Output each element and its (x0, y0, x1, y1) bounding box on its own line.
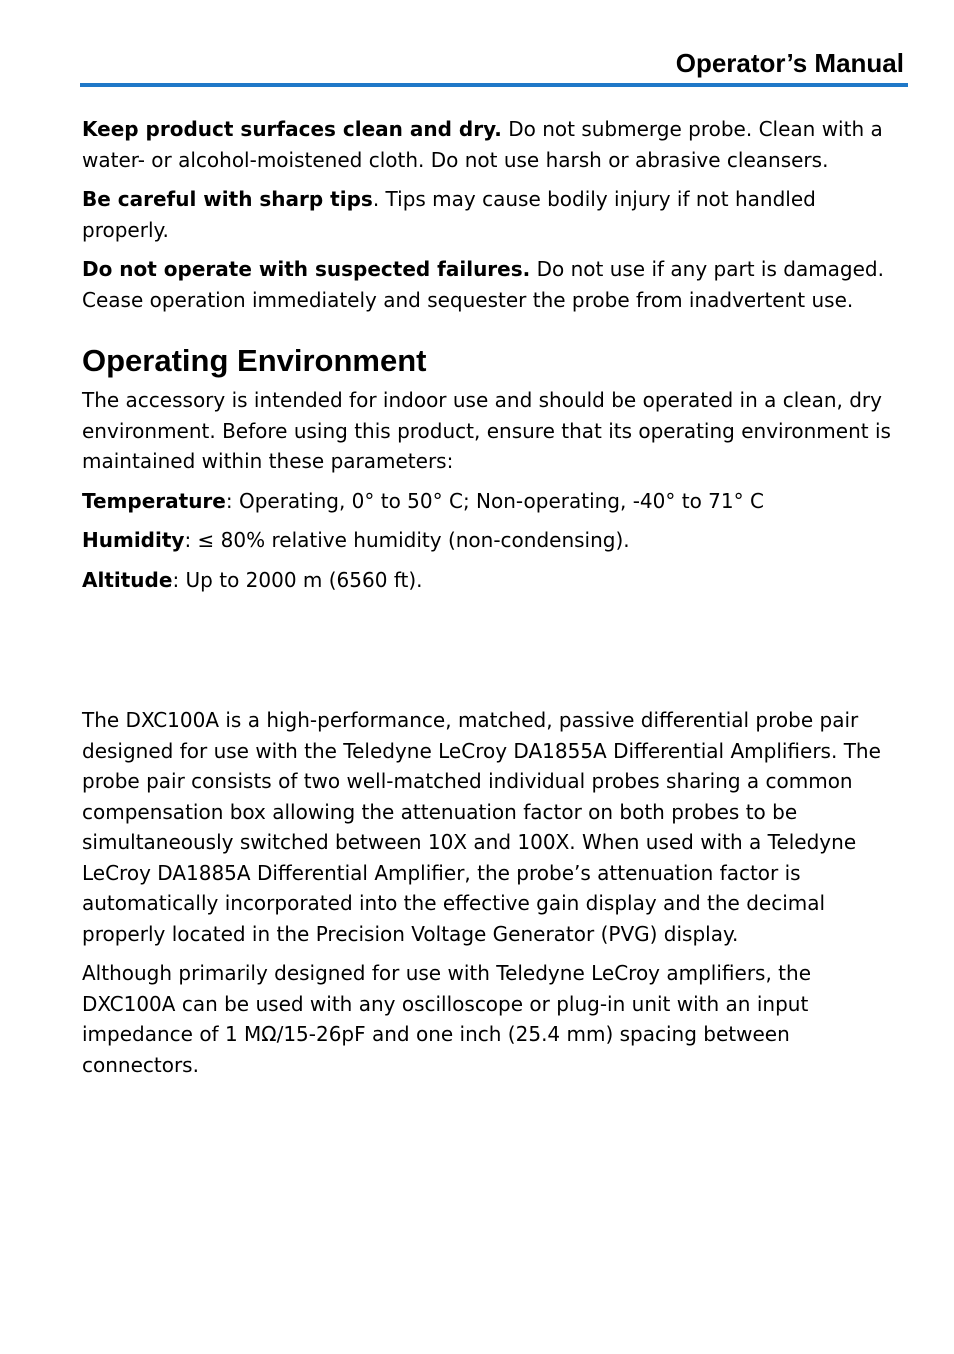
safety-item-sharp-tips (82, 184, 908, 245)
spec-temperature (82, 486, 908, 517)
safety-item-clean (82, 114, 908, 175)
header-title: Operator’s Manual (675, 48, 904, 78)
header-rule (80, 83, 908, 87)
spec-altitude (82, 565, 908, 596)
environment-intro: The accessory is intended for indoor use and should be operated in a clean, dry environment. Before using this product, ensure that its operating environment is maintained within these parameters: (82, 388, 891, 473)
safety-item-label: Keep product surfaces clean and dry. (82, 117, 502, 141)
section-gap (82, 604, 908, 705)
spec-value: : Operating, 0° to 50° C; Non-operating, -40° to 71° C (225, 488, 764, 513)
safety-item-failures (82, 254, 908, 315)
description-paragraph: Although primarily designed for use with Teledyne LeCroy amplifiers, the DXC100A can be used with any oscilloscope or plug-in unit with an input impedance of 1 MΩ/15-26pF and one inch (25.4 mm) spacing between connectors. (82, 961, 812, 1077)
page-content (82, 114, 908, 1089)
description-paragraph: The DXC100A is a high-performance, matched, passive differential probe pair designed for use with the Teledyne LeCroy DA1855A Differential Amplifiers. The probe pair consists of two well-matched individual probes sharing a common compensation box allowing the attenuation factor on both probes to be simultaneously switched between 10X and 100X. When used with a Teledyne LeCroy DA1885A Differential Amplifier, the probe’s attenuation factor is automatically incorporated into the effective gain display and the decimal properly located in the Precision Voltage Generator (PVG) display. (82, 708, 881, 946)
spec-value: : Up to 2000 m (6560 ft). (172, 567, 423, 592)
safety-item-text: Do not submerge probe. Clean with a water- or alcohol-moistened cloth. Do not use harsh or abrasive cleansers. (82, 117, 883, 172)
spec-label: Temperature (82, 488, 226, 513)
safety-item-label: Be careful with sharp tips (82, 187, 373, 211)
safety-item-text: Do not use if any part is damaged. Cease operation immediately and sequester the probe from inadvertent use. (82, 257, 884, 312)
spec-label: Altitude (82, 567, 173, 592)
spec-humidity (82, 525, 908, 556)
safety-item-label: Do not operate with suspected failures. (82, 257, 531, 281)
spec-label: Humidity (82, 528, 185, 552)
section-heading-operating-environment: Operating Environment (82, 343, 427, 378)
spec-value: : ≤ 80% relative humidity (non-condensing). (184, 528, 630, 552)
safety-item-text: . Tips may cause bodily injury if not handled properly. (82, 187, 816, 242)
